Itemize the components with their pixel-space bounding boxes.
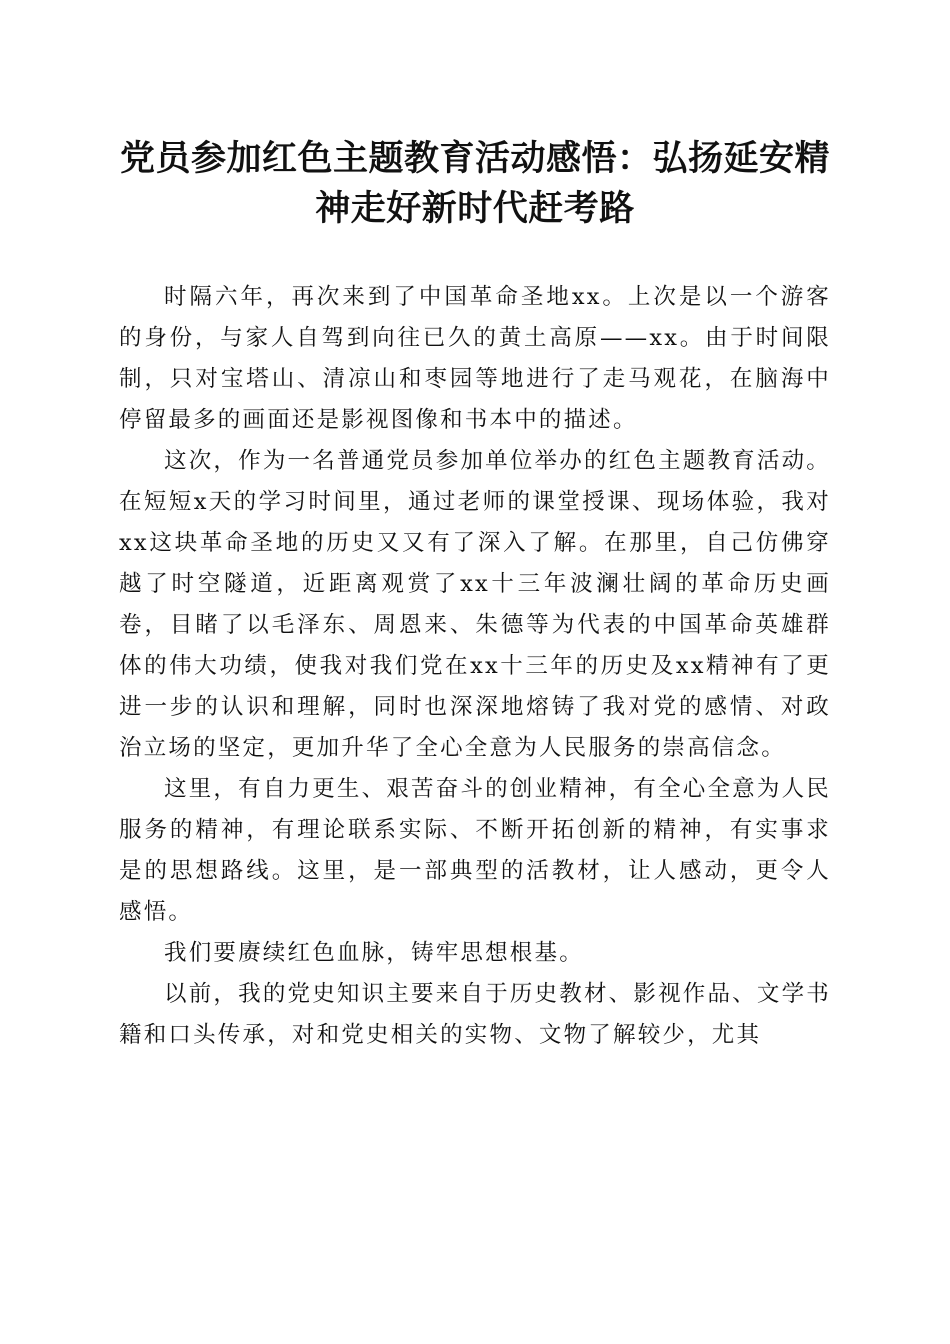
- paragraph: 以前，我的党史知识主要来自于历史教材、影视作品、文学书籍和口头传承，对和党史相关的实物、文物了解较少，尤其: [119, 981, 831, 1048]
- document-body: [119, 277, 831, 1056]
- document-title: 党员参加红色主题教育活动感悟：弘扬延安精神走好新时代赶考路: [119, 138, 830, 229]
- paragraph: 这次，作为一名普通党员参加单位举办的红色主题教育活动。在短短x天的学习时间里，通过老师的课堂授课、现场体验，我对xx这块革命圣地的历史又又有了深入了解。在那里，自己仿佛穿越了时空隧道，近距离观赏了xx十三年波澜壮阔的革命历史画卷，目睹了以毛泽东、周恩来、朱德等为代表的中国革命英雄群体的伟大功绩，使我对我们党在xx十三年的历史及xx精神有了更进一步的认识和理解，同时也深深地熔铸了我对党的感情、对政治立场的坚定，更加升华了全心全意为人民服务的崇高信念。: [119, 448, 831, 761]
- paragraph: 这里，有自力更生、艰苦奋斗的创业精神，有全心全意为人民服务的精神，有理论联系实际、不断开拓创新的精神，有实事求是的思想路线。这里，是一部典型的活教材，让人感动，更令人感悟。: [119, 776, 831, 925]
- paragraph: 时隔六年，再次来到了中国革命圣地xx。上次是以一个游客的身份，与家人自驾到向往已久的黄土高原——xx。由于时间限制，只对宝塔山、清凉山和枣园等地进行了走马观花，在脑海中停留最多的画面还是影视图像和书本中的描述。: [119, 284, 831, 433]
- paragraph: 我们要赓续红色血脉，铸牢思想根基。: [164, 940, 584, 966]
